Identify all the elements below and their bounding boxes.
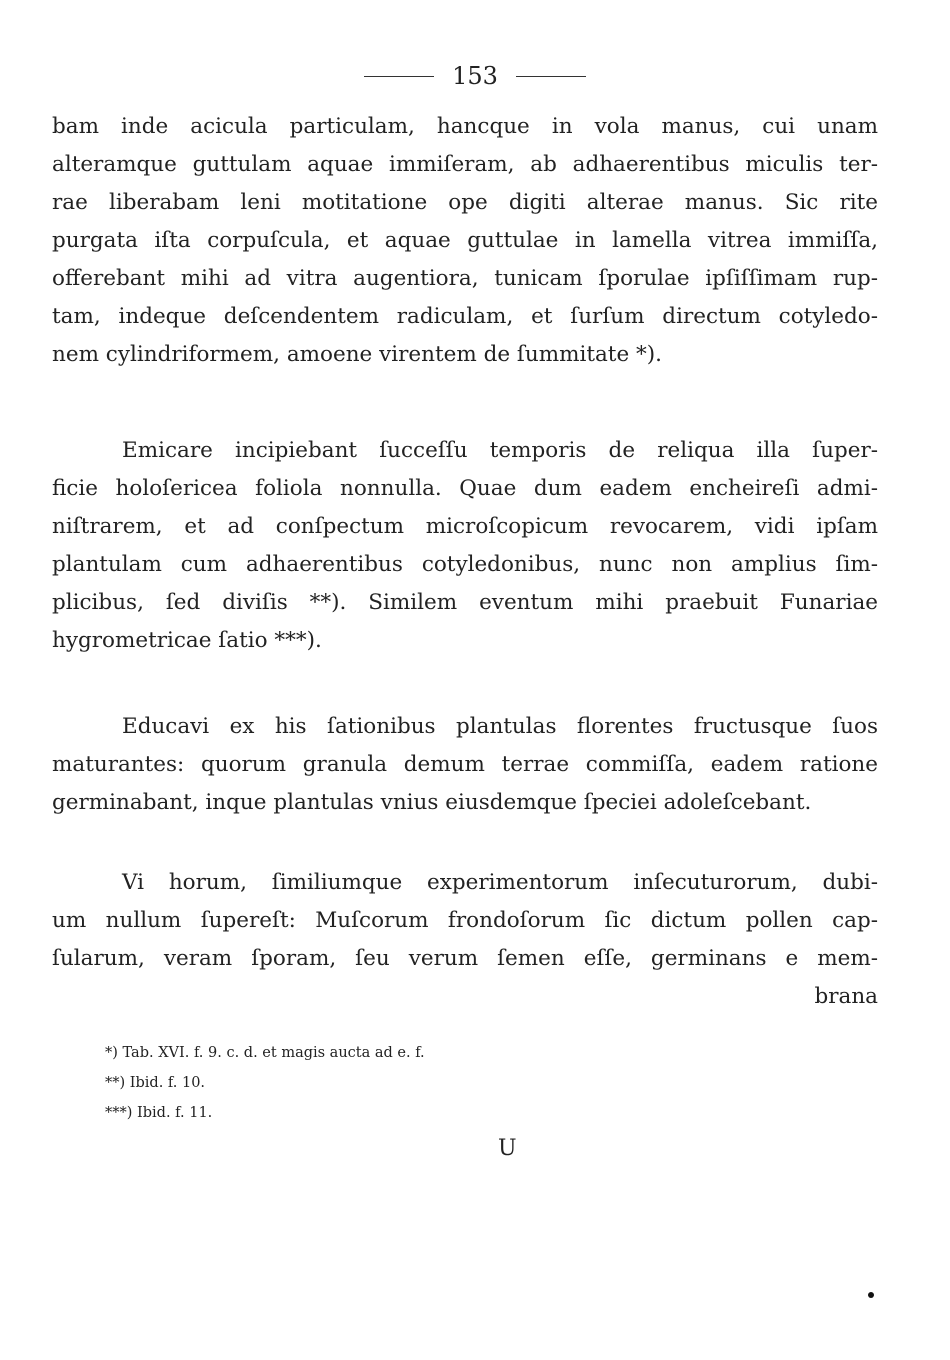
text-line: plantulam cum adhaerentibus cotyledonibus, nunc non amplius ſim- bbox=[52, 552, 878, 577]
text-line: rae liberabam leni motitatione ope digiti alterae manus. Sic rite bbox=[52, 190, 878, 215]
footnote: ***) Ibid. f. 11. bbox=[105, 1105, 213, 1121]
text-line: germinabant, inque plantulas vnius eiusdemque ſpeciei adoleſcebant. bbox=[52, 790, 812, 815]
signature-mark: U bbox=[498, 1136, 517, 1161]
paragraph-4 bbox=[52, 864, 878, 1016]
text-line: alteramque guttulam aquae immiſeram, ab adhaerentibus miculis ter- bbox=[52, 152, 878, 177]
text-line: bam inde acicula particulam, hancque in vola manus, cui unam bbox=[52, 114, 878, 139]
paragraph-1 bbox=[52, 108, 878, 374]
text-line: offerebant mihi ad vitra augentiora, tunicam ſporulae ipſiſſimam rup- bbox=[52, 266, 878, 291]
text-line: ficie holoſericea foliola nonnulla. Quae dum eadem encheireſi admi- bbox=[52, 476, 878, 501]
text-line: Vi horum, ſimiliumque experimentorum inſecuturorum, dubi- bbox=[122, 870, 878, 895]
header-rule-left bbox=[364, 76, 434, 77]
text-line: Educavi ex his ſationibus plantulas florentes fructusque ſuos bbox=[122, 714, 878, 739]
page-header bbox=[0, 62, 950, 90]
text-line: tam, indeque deſcendentem radiculam, et ſurſum directum cotyledo- bbox=[52, 304, 878, 329]
text-line: Emicare incipiebant ſucceſſu temporis de reliqua illa ſuper- bbox=[122, 438, 878, 463]
catchword: brana bbox=[814, 984, 878, 1009]
text-line: maturantes: quorum granula demum terrae commiſſa, eadem ratione bbox=[52, 752, 878, 777]
text-line: purgata iſta corpuſcula, et aquae guttulae in lamella vitrea immiſſa, bbox=[52, 228, 878, 253]
paragraph-2 bbox=[52, 432, 878, 660]
page-number: 153 bbox=[452, 62, 498, 90]
footnote: **) Ibid. f. 10. bbox=[105, 1075, 206, 1091]
footnotes bbox=[105, 1038, 605, 1128]
header-rule-right bbox=[516, 76, 586, 77]
text-line: hygrometricae ſatio ***). bbox=[52, 628, 322, 653]
text-line: plicibus, ſed diviſis **). Similem eventum mihi praebuit Funariae bbox=[52, 590, 878, 615]
text-line: ſularum, veram ſporam, ſeu verum ſemen eſſe, germinans e mem- bbox=[52, 946, 878, 971]
footnote: *) Tab. XVI. f. 9. c. d. et magis aucta ad e. f. bbox=[105, 1045, 425, 1061]
text-line: nem cylindriformem, amoene virentem de ſummitate *). bbox=[52, 342, 662, 367]
text-line: um nullum ſupereſt: Muſcorum frondoſorum ſic dictum pollen cap- bbox=[52, 908, 878, 933]
text-line: niſtrarem, et ad conſpectum microſcopicum revocarem, vidi ipſam bbox=[52, 514, 878, 539]
ink-speck bbox=[868, 1292, 874, 1298]
paragraph-3 bbox=[52, 708, 878, 822]
